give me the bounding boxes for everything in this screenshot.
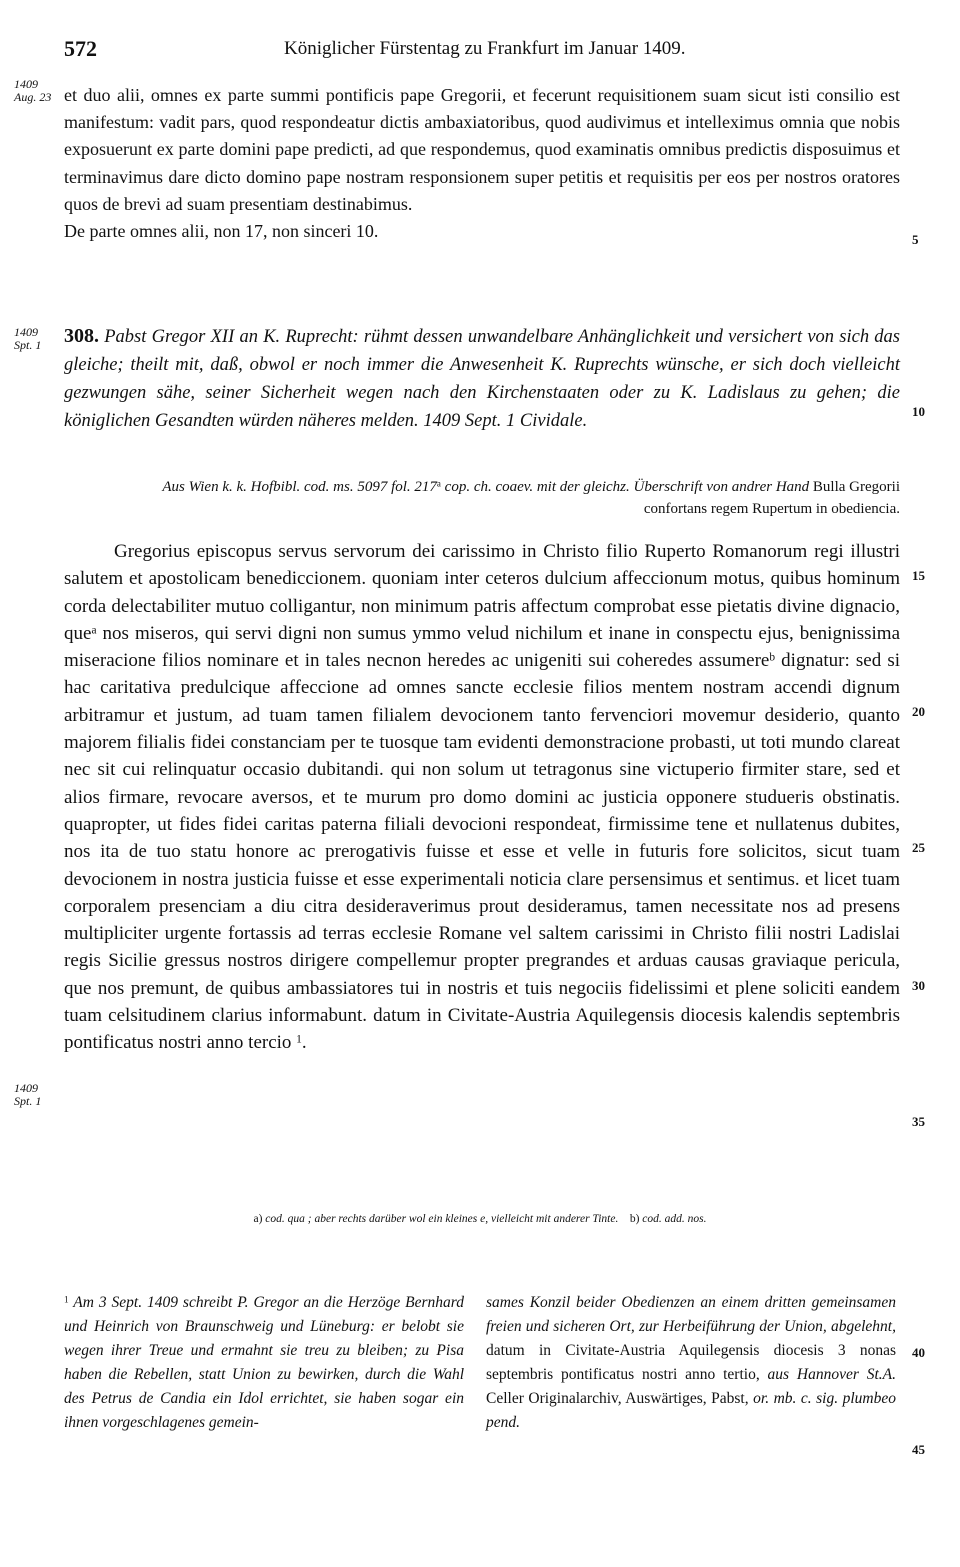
footnote-left-text: Am 3 Sept. 1409 schreibt P. Gregor an die Herzöge Bernhard und Heinrich von Braunschweig und Lüneburg: er belobt sie wegen ihrer Treue und ermahnt sie treu zu bleiben; zu Pisa haben die Rebellen, statt Union zu bewirken, durch die Wahl des Petrus de Candia ein Idol errichtet, sie haben sogar ein ihnen vorgeschlagenes gemein- [64, 1294, 464, 1431]
document-heading [64, 322, 900, 435]
intro-paragraph: et duo alii, omnes ex parte summi pontificis pape Gregorii, et fecerunt requisitionem suam sicut isti consilio est manifestum: vadit pars, quod respondeatur dictis ambaxiatoribus, quod audivimus et intelleximus omnia que nobis exposuerunt ex parte domini pape predicti, ad que respondemus, quod examinatis omnibus predictis disposuimus et terminavimus dare dicto domino pape nostram responsionem super petitis et requisitis per eos per nostros oratores quos de brevi ad suam presentiam destinabimus. [64, 85, 900, 214]
line-number: 40 [912, 1345, 925, 1360]
document-number: 308. [64, 325, 99, 347]
footnote-number: 1 [64, 1295, 69, 1306]
line-number: 15 [912, 568, 925, 583]
regest-text: Pabst Gregor XII an K. Ruprecht: rühmt dessen unwandelbare Anhänglichkeit und versichert von sich das gleiche; theilt mit, daß, obwol er noch immer die Anwesenheit K. Ruprechts wünsche, er sich doch vielleicht gezwungen sähe, seiner Sicherheit wegen nach den Kirchenstaaten oder zu K. Ladislaus zu gehen; die königlichen Gesandten würden näheres melden. 1409 Sept. 1 Cividale. [64, 327, 901, 431]
running-title: Königlicher Fürstentag zu Frankfurt im Januar 1409. [284, 38, 686, 59]
line-number: 20 [912, 704, 925, 719]
footnote-marker-1: 1 [296, 1033, 302, 1046]
source-note [100, 476, 900, 520]
footnote-right-c: aus Hannover St.A. [767, 1366, 896, 1383]
line-number: 35 [912, 1114, 925, 1129]
letter-end: . [301, 1032, 307, 1054]
letter-part-1: Gregorius episcopus servus servorum dei carissimo in Christo filio Ruperto Romanorum regi illustri salutem et apostolicam benediccionem. quoniam inter ceteros dulcium affeccionum motus, quibus hominum corda delectabiliter mutuo colligantur, non minimum patris affectum comprobat esse pietatis divine dignacio, que [64, 541, 900, 644]
footnote-left-column [64, 1291, 464, 1435]
letter-text [64, 538, 900, 1057]
page-header [64, 36, 894, 66]
footnote-right-b: datum in Civitate-Austria Aquilegensis diocesis 3 nonas septembris pontificatus nostri anno tertio, [486, 1342, 896, 1383]
letter-part-2: nos miseros, qui servi digni non sumus ymmo velud nichilum et inane in conspectu ejus, benignissima miseracione filios nominare et in tales necnon heredes ac unigeniti sui coheredes assumere [64, 622, 900, 672]
margin-date-doc: 1409 Spt. 1 [14, 325, 42, 352]
letter-part-3: dignatur: sed si hac caritativa predulcique affeccione ad omnes sancte ecclesie filios mentem nostram accendi dignum arbitramur et justum, ad tuam tamen filialem devocionem tanto fervenciori movemur desiderio, quanto majorem filialis fidei constanciam per te tuosque tam evidenti demonstracione probasti, ut toti mundo clareat nec sit cui relinquatur occasio dubitandi. qui non solum ut tetragonus sine victuperio firmiter stare, sed et alios firmare, revocare aversos, et te murum pro domo domini ac justicia opponere studueris obstinatis. quapropter, ut fides fidei caritas paterna filiali devocioni respondeat, firmissime tene et nullatenus dubites, nos ita de tuo statu honore ac prerogativis fuisse et esse et velle in futuris fore solicitos, sicut tuam devocionem in nostra justicia fuisse et esse experimentali noticia clare persensimus et sentimus. et licet tuam corporalem presenciam a diu citra desideraverimus prout desideramus, tamen necessitate nos ad presens multipliciter urgente fortassis ad terras ecclesie Romane vel saltem carissimi in Christo filii nostri Ladislai regis Sicilie gressus nostros dirigere compellemur propter pregrandes et arduas causas graviaque pericula, que nos premunt, de quibus ambassiatores tui in nostris et tuis negociis fidelissimi et plene soliciti eandem tuam celsitudinem clarius informabunt. datum in Civitate-Austria Aquilegensis diocesis kalendis septembris pontificatus nostri anno tercio [64, 650, 900, 1054]
variant-a-label: a) [253, 1213, 263, 1225]
page-number: 572 [64, 36, 97, 61]
source-heading: Bulla Gregorii confortans regem Rupertum in obediencia. [643, 479, 900, 517]
source-copy: cop. ch. coaev. mit der gleichz. Überschrift von andrer Hand [440, 479, 810, 495]
margin-date-end: 1409 Spt. 1 [14, 1081, 42, 1108]
line-number: 25 [912, 840, 925, 855]
footnote-right-e: or. mb. c. sig. plumbeo pend. [486, 1390, 897, 1431]
variant-a-text: cod. qua ; aber rechts darüber wol ein kleines e, vielleicht mit anderer Tinte. [265, 1213, 619, 1225]
line-number: 30 [912, 978, 925, 993]
footnote-right-d: Celler Originalarchiv, Auswärtiges, Pabst, [486, 1390, 754, 1407]
footnote-right-column [486, 1291, 896, 1435]
line-number: 45 [912, 1442, 925, 1457]
document-body [64, 538, 900, 1057]
variant-marker-a: a [91, 624, 97, 637]
line-number: 5 [912, 232, 919, 247]
variant-marker-b: b [769, 651, 776, 664]
margin-date-top: 1409 Aug. 23 [14, 77, 52, 104]
variant-apparatus [100, 1213, 860, 1225]
intro-text [64, 82, 900, 245]
regest [64, 322, 900, 435]
source-sup: a [436, 478, 441, 489]
line-number: 10 [912, 404, 925, 419]
variant-b-label: b) [629, 1213, 640, 1225]
source-archive: Aus Wien k. k. Hofbibl. cod. ms. 5097 fol. 217 [162, 479, 437, 495]
variant-b-text: cod. add. nos. [642, 1213, 707, 1225]
vote-line: De parte omnes alii, non 17, non sinceri 10. [64, 221, 379, 242]
footnote-right-a: sames Konzil beider Obedienzen an einem dritten gemeinsamen freien und sicheren Ort, zur Herbeiführung der Union, abgelehnt, [486, 1294, 896, 1335]
